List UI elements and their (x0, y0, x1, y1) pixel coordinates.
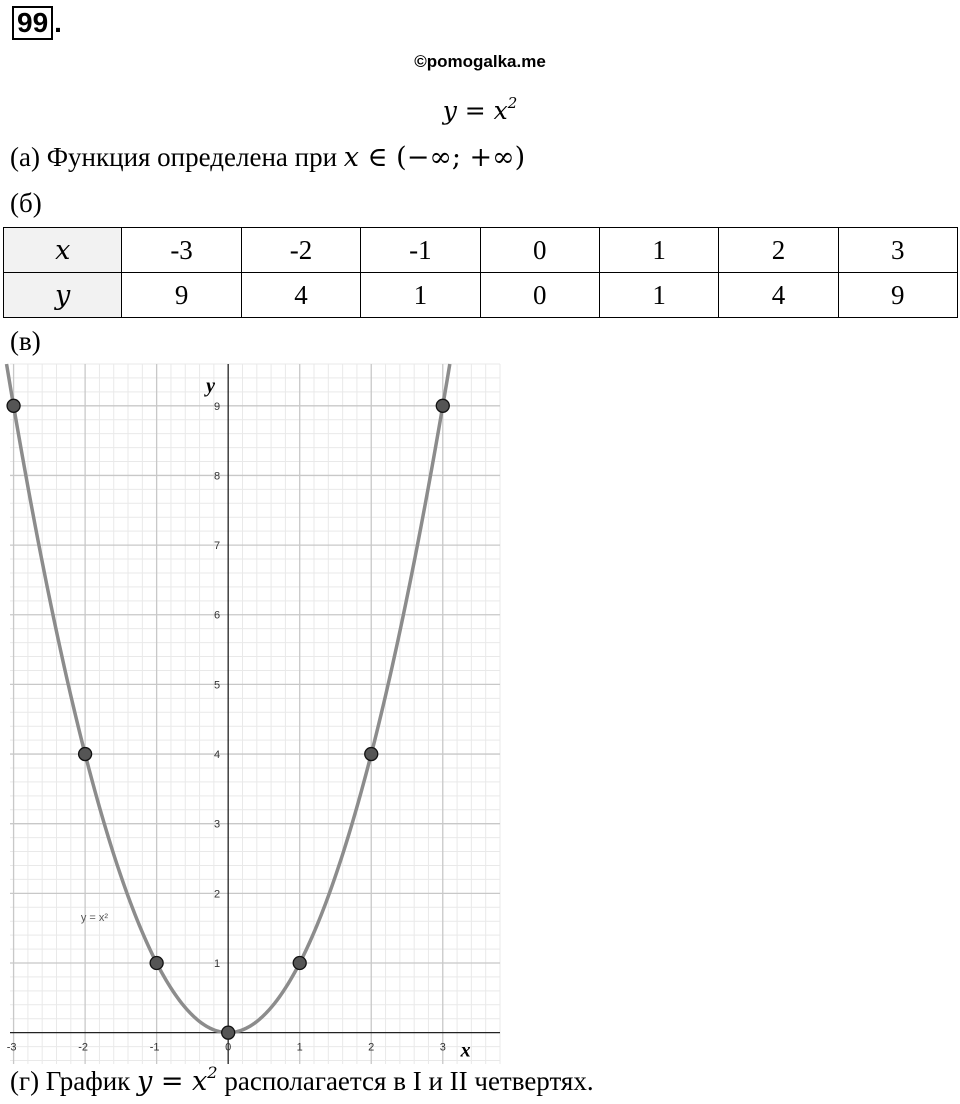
data-point (150, 957, 163, 970)
x-tick-label: -1 (149, 1041, 160, 1054)
table-header-x-text: x (55, 234, 71, 266)
table-cell: -2 (241, 228, 360, 273)
table-header-y-text: y (55, 279, 71, 311)
table-cell: 4 (719, 273, 838, 318)
y-tick-label: 8 (214, 470, 221, 483)
y-tick-label: 6 (214, 609, 221, 622)
table-cell: 1 (599, 228, 718, 273)
table-cell: 9 (838, 273, 957, 318)
data-point (79, 748, 92, 761)
grid (10, 364, 500, 1064)
problem-number-dot: . (54, 7, 62, 38)
y-tick-label: 7 (214, 540, 221, 553)
data-point (293, 957, 306, 970)
table-header-x (4, 228, 122, 273)
table-cell: 1 (599, 273, 718, 318)
x-tick-label: 2 (368, 1041, 375, 1054)
y-tick-label: 3 (214, 818, 221, 831)
part-d-exponent: 2 (207, 1062, 218, 1082)
y-tick-label: 4 (214, 749, 221, 762)
tick-labels (7, 401, 446, 1054)
y-tick-label: 5 (214, 679, 221, 692)
table-cell: 0 (480, 228, 599, 273)
values-table (3, 227, 958, 318)
table-row-x (4, 228, 958, 273)
table-cell: 0 (480, 273, 599, 318)
parabola-graph (6, 364, 500, 1064)
part-d-prefix: (г) График (10, 1066, 138, 1096)
part-a-variable: x (343, 142, 360, 173)
problem-number (12, 6, 62, 40)
y-tick-label: 9 (214, 400, 221, 413)
main-formula-text: y = x (442, 96, 508, 125)
y-tick-label: 1 (214, 958, 221, 971)
data-point (436, 399, 449, 412)
problem-number-box: 99 (12, 6, 53, 40)
table-cell: 3 (838, 228, 957, 273)
main-formula-exponent: 2 (507, 93, 518, 112)
x-tick-label: 3 (439, 1041, 446, 1054)
x-tick-label: 1 (296, 1041, 303, 1054)
main-formula (0, 93, 960, 125)
part-a-domain: ∈ (−∞; +∞) (359, 142, 526, 173)
table-cell: -3 (122, 228, 241, 273)
y-tick-label: 2 (214, 888, 221, 901)
axes (10, 364, 500, 1064)
table-cell: 4 (241, 273, 360, 318)
table-cell: -1 (361, 228, 480, 273)
data-point (7, 399, 20, 412)
part-a-statement (10, 142, 525, 173)
watermark: ©pomogalka.me (414, 52, 546, 71)
x-tick-label: -3 (6, 1041, 17, 1054)
part-d-statement (10, 1062, 594, 1097)
table-cell: 9 (122, 273, 241, 318)
part-a-label: (а) Функция определена при (10, 142, 344, 172)
part-d-suffix: располагается в I и II четвертях. (217, 1066, 594, 1096)
x-tick-label: -2 (78, 1041, 89, 1054)
function-label: y = x² (80, 912, 109, 925)
x-tick-label: 0 (225, 1041, 232, 1054)
y-axis-label: y (206, 375, 216, 397)
data-point (365, 748, 378, 761)
table-cell: 1 (361, 273, 480, 318)
table-row-y (4, 273, 958, 318)
table-cell: 2 (719, 228, 838, 273)
part-d-formula: y = x (137, 1066, 208, 1097)
part-c-label: (в) (10, 326, 41, 356)
axis-labels (81, 375, 471, 1062)
part-b-label: (б) (10, 188, 42, 218)
data-point (222, 1026, 235, 1039)
table-header-y (4, 273, 122, 318)
x-axis-label: x (460, 1039, 471, 1062)
